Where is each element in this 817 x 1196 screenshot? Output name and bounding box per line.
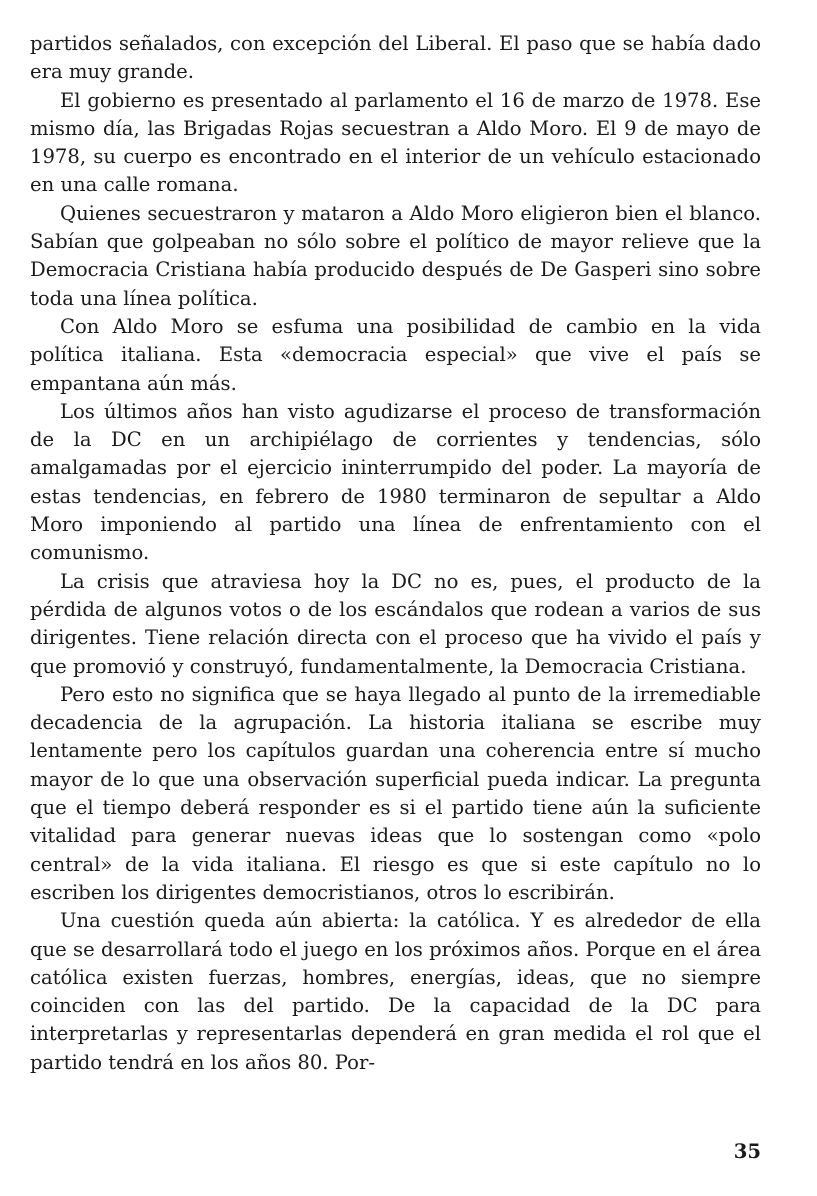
paragraph-7: Pero esto no significa que se haya llegado al punto de la irremediable decadencia de la agrupación. La historia italiana se escribe muy lentamente pero los capítulos guardan una coherencia entre sí mucho mayor de lo que una observación superficial pueda indicar. La pregunta que el tiempo deberá responder es si el partido tiene aún la suficiente vitalidad para generar nuevas ideas que lo sostengan como «polo central» de la vida italiana. El riesgo es que si este capítulo no lo escriben los dirigentes democristianos, otros lo escribirán. bbox=[30, 682, 761, 904]
paragraph-1: partidos señalados, con excepción del Liberal. El paso que se había dado era muy grande. bbox=[30, 32, 761, 84]
paragraph-6: La crisis que atraviesa hoy la DC no es, pues, el producto de la pérdida de algunos votos o de los escándalos que rodean a varios de sus dirigentes. Tiene relación directa con el proceso que ha vivido el país y que promovió y construyó, fundamentalmente, la Democracia Cristiana. bbox=[30, 569, 761, 678]
paragraph-3: Quienes secuestraron y mataron a Aldo Moro eligieron bien el blanco. Sabían que golpeaban no sólo sobre el político de mayor relieve que la Democracia Cristiana había producido después de De Gasperi sino sobre toda una línea política. bbox=[30, 201, 761, 310]
paragraph-5: Los últimos años han visto agudizarse el proceso de transformación de la DC en un archipiélago de corrientes y tendencias, sólo amalgamadas por el ejercicio ininterrumpido del poder. La mayoría de estas tendencias, en febrero de 1980 terminaron de sepultar a Aldo Moro imponiendo al partido una línea de enfrentamiento con el comunismo. bbox=[30, 399, 761, 565]
paragraph-2: El gobierno es presentado al parlamento el 16 de marzo de 1978. Ese mismo día, las Brigadas Rojas secuestran a Aldo Moro. El 9 de mayo de 1978, su cuerpo es encontrado en el interior de un vehículo estacionado en una calle romana. bbox=[30, 88, 761, 197]
page-number: 35 bbox=[733, 1140, 761, 1163]
paragraph-8: Una cuestión queda aún abierta: la católica. Y es alrededor de ella que se desarrollará todo el juego en los próximos años. Porque en el área católica existen fuerzas, hombres, energías, ideas, que no siempre coinciden con las del partido. De la capacidad de la DC para interpretarlas y representarlas dependerá en gran medida el rol que el partido tendrá en los años 80. Por- bbox=[30, 909, 761, 1074]
page-body bbox=[30, 30, 761, 1077]
paragraph-4: Con Aldo Moro se esfuma una posibilidad de cambio en la vida política italiana. Esta «democracia especial» que vive el país se empantana aún más. bbox=[30, 314, 761, 395]
